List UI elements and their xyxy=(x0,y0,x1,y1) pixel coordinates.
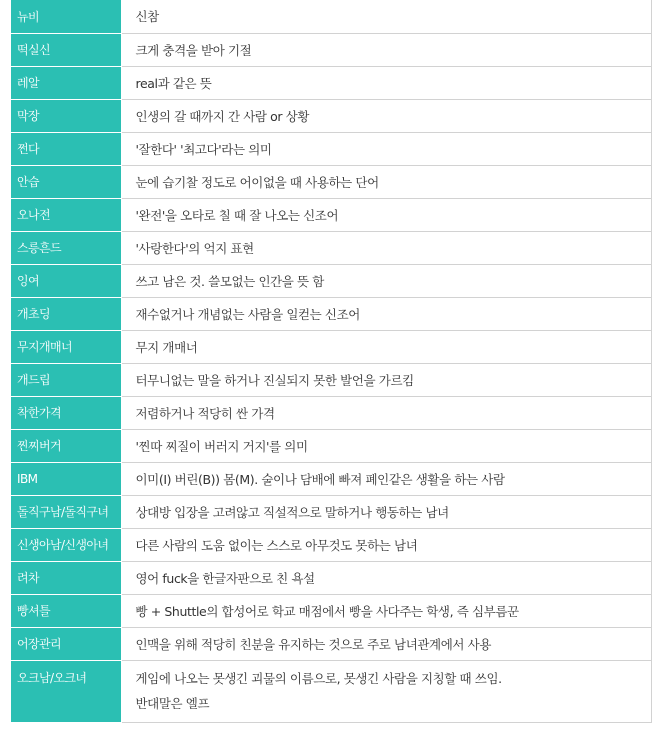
definition-cell: '잘한다' '최고다'라는 의미 xyxy=(121,132,651,165)
definition-line: 반대말은 엘프 xyxy=(135,696,210,711)
term-cell: 착한가격 xyxy=(11,396,121,429)
definition-cell: 눈에 습기찰 정도로 어이없을 때 사용하는 단어 xyxy=(121,165,651,198)
term-cell: 개드립 xyxy=(11,363,121,396)
table-row xyxy=(11,561,651,594)
table-row xyxy=(11,0,651,33)
table-row xyxy=(11,363,651,396)
table-row xyxy=(11,165,651,198)
definition-cell: '찐따 찌질이 버러지 거지'를 의미 xyxy=(121,429,651,462)
table-row xyxy=(11,33,651,66)
definition-cell: 크게 충격을 받아 기절 xyxy=(121,33,651,66)
term-cell: 막장 xyxy=(11,99,121,132)
definition-cell: real과 같은 뜻 xyxy=(121,66,651,99)
term-cell: 돌직구남/돌직구녀 xyxy=(11,495,121,528)
table-row xyxy=(11,594,651,627)
definition-cell: 인생의 갈 때까지 간 사람 or 상황 xyxy=(121,99,651,132)
term-cell: 안습 xyxy=(11,165,121,198)
table-row xyxy=(11,66,651,99)
term-cell: 스릉흔드 xyxy=(11,231,121,264)
definition-cell: 쓰고 남은 것. 쓸모없는 인간을 뜻 함 xyxy=(121,264,651,297)
table-row xyxy=(11,330,651,363)
term-cell: 신생아남/신생아녀 xyxy=(11,528,121,561)
table-row xyxy=(11,462,651,495)
definition-cell: 상대방 입장을 고려않고 직설적으로 말하거나 행동하는 남녀 xyxy=(121,495,651,528)
table-row xyxy=(11,132,651,165)
definition-line: 게임에 나오는 못생긴 괴물의 이름으로, 못생긴 사람을 지칭할 때 쓰임. xyxy=(135,671,502,686)
definition-cell: 인맥을 위해 적당히 친분을 유지하는 것으로 주로 남녀관계에서 사용 xyxy=(121,627,651,660)
slang-glossary-table xyxy=(11,0,652,723)
definition-cell: 재수없거나 개념없는 사람을 일컫는 신조어 xyxy=(121,297,651,330)
table-row xyxy=(11,429,651,462)
definition-cell: 터무니없는 말을 하거나 진실되지 못한 발언을 가르킴 xyxy=(121,363,651,396)
term-cell: 쩐다 xyxy=(11,132,121,165)
term-cell: 뉴비 xyxy=(11,0,121,33)
term-cell: 잉여 xyxy=(11,264,121,297)
table-row xyxy=(11,198,651,231)
term-cell: 찐찌버거 xyxy=(11,429,121,462)
table-row xyxy=(11,99,651,132)
definition-cell: '완전'을 오타로 칠 때 잘 나오는 신조어 xyxy=(121,198,651,231)
term-cell: 오나전 xyxy=(11,198,121,231)
table-row xyxy=(11,495,651,528)
table-row xyxy=(11,627,651,660)
definition-cell: 무지 개매너 xyxy=(121,330,651,363)
term-cell: 개초딩 xyxy=(11,297,121,330)
definition-cell: 신참 xyxy=(121,0,651,33)
definition-cell: 빵 + Shuttle의 합성어로 학교 매점에서 빵을 사다주는 학생, 즉 심부름꾼 xyxy=(121,594,651,627)
definition-cell: 영어 fuck을 한글자판으로 친 욕설 xyxy=(121,561,651,594)
term-cell: 떡실신 xyxy=(11,33,121,66)
term-cell: 무지개매너 xyxy=(11,330,121,363)
term-cell: 레알 xyxy=(11,66,121,99)
definition-cell xyxy=(121,660,651,722)
table-row xyxy=(11,396,651,429)
definition-cell: 이미(I) 버린(B)) 몸(M). 술이나 담배에 빠져 폐인같은 생활을 하는 사람 xyxy=(121,462,651,495)
term-cell: 어장관리 xyxy=(11,627,121,660)
table-row xyxy=(11,297,651,330)
term-cell: 오크남/오크녀 xyxy=(11,660,121,722)
definition-cell: '사랑한다'의 억지 표현 xyxy=(121,231,651,264)
definition-cell: 저렴하거나 적당히 싼 가격 xyxy=(121,396,651,429)
table-row xyxy=(11,660,651,722)
table-row xyxy=(11,264,651,297)
table-row xyxy=(11,231,651,264)
definition-cell: 다른 사람의 도움 없이는 스스로 아무것도 못하는 남녀 xyxy=(121,528,651,561)
term-cell: IBM xyxy=(11,462,121,495)
term-cell: 려차 xyxy=(11,561,121,594)
term-cell: 빵셔틀 xyxy=(11,594,121,627)
table-row xyxy=(11,528,651,561)
